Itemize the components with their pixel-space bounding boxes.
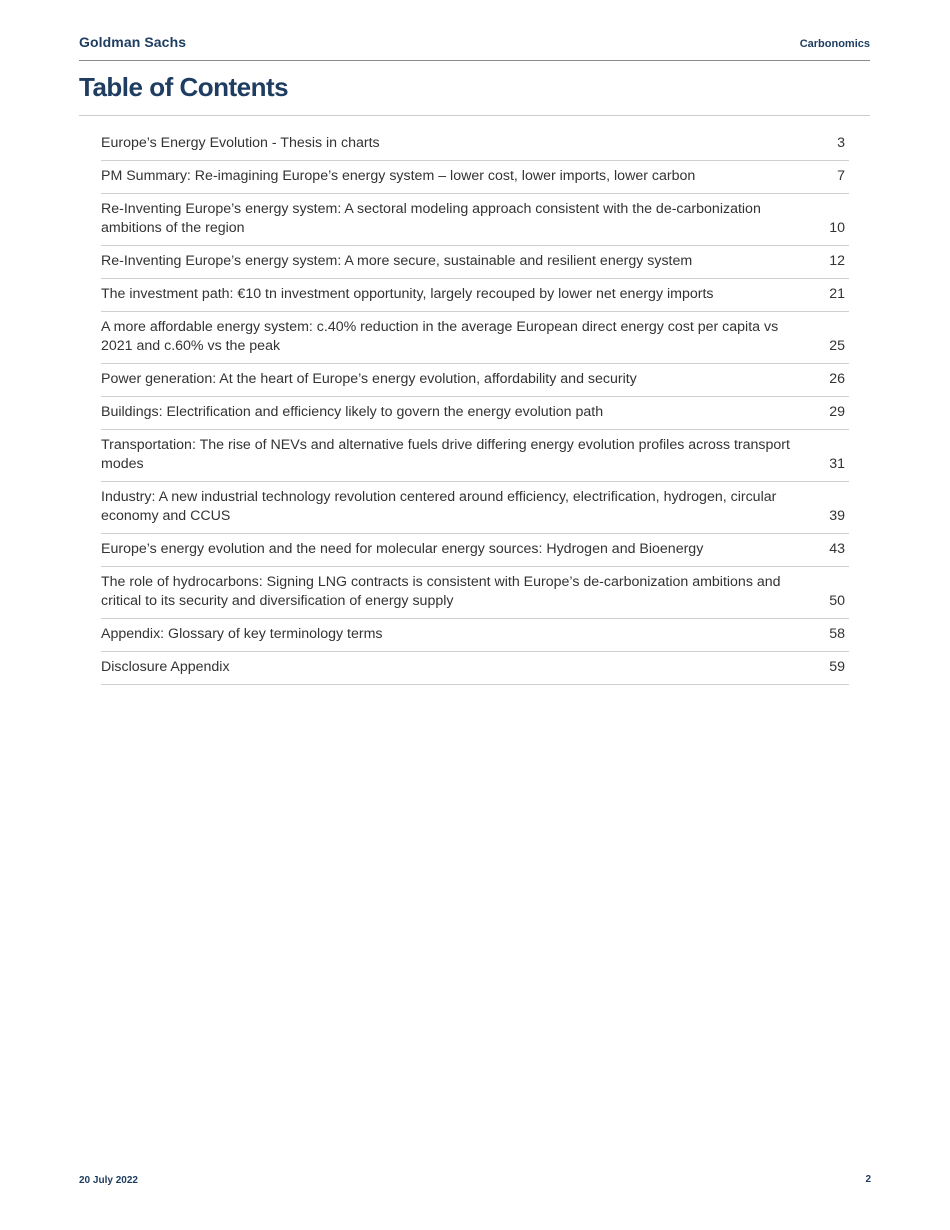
- table-of-contents: [101, 128, 849, 685]
- toc-entry[interactable]: [101, 364, 849, 397]
- toc-entry-page: 10: [829, 220, 845, 236]
- toc-entry-page: 12: [829, 253, 845, 269]
- toc-entry[interactable]: [101, 246, 849, 279]
- toc-entry[interactable]: [101, 279, 849, 312]
- toc-entry-title: Industry: A new industrial technology revolution centered around efficiency, electrification, hydrogen, circular economy and CCUS: [101, 489, 777, 524]
- toc-entry-page: 39: [829, 508, 845, 524]
- toc-entry-title: Appendix: Glossary of key terminology terms: [101, 626, 383, 642]
- toc-entry[interactable]: [101, 567, 849, 619]
- toc-entry-title: Re-Inventing Europe’s energy system: A sectoral modeling approach consistent with the de-carbonization ambitions of the region: [101, 201, 761, 236]
- toc-entry-title: A more affordable energy system: c.40% reduction in the average European direct energy cost per capita vs 2021 and c.60% vs the peak: [101, 319, 779, 354]
- toc-entry-title: PM Summary: Re-imagining Europe’s energy system – lower cost, lower imports, lower carbon: [101, 168, 696, 184]
- page-title: Table of Contents: [79, 72, 289, 102]
- toc-entry-page: 29: [829, 404, 845, 420]
- toc-entry-title: Transportation: The rise of NEVs and alternative fuels drive differing energy evolution profiles across transport modes: [101, 437, 790, 472]
- toc-entry-page: 31: [829, 456, 845, 472]
- toc-entry-page: 7: [837, 168, 845, 184]
- toc-entry[interactable]: [101, 652, 849, 685]
- toc-entry-title: Buildings: Electrification and efficiency likely to govern the energy evolution path: [101, 404, 604, 420]
- footer-page-number: 2: [865, 1174, 871, 1185]
- toc-entry[interactable]: [101, 128, 849, 161]
- toc-entry[interactable]: [101, 430, 849, 482]
- toc-entry-title: Disclosure Appendix: [101, 659, 230, 675]
- toc-entry-page: 25: [829, 338, 845, 354]
- toc-entry-title: Power generation: At the heart of Europe’s energy evolution, affordability and security: [101, 371, 637, 387]
- toc-entry-page: 50: [829, 593, 845, 609]
- toc-entry-page: 26: [829, 371, 845, 387]
- toc-entry-title: The role of hydrocarbons: Signing LNG contracts is consistent with Europe’s de-carbonization ambitions and critical to its security and diversification of energy supply: [101, 574, 781, 609]
- title-divider: [79, 115, 870, 116]
- brand-name: Goldman Sachs: [79, 34, 187, 50]
- toc-entry-title: Europe’s Energy Evolution - Thesis in charts: [101, 135, 380, 151]
- toc-entry[interactable]: [101, 194, 849, 246]
- toc-entry-page: 21: [829, 286, 845, 302]
- page-header: [79, 34, 870, 61]
- toc-entry-title: Re-Inventing Europe’s energy system: A more secure, sustainable and resilient energy system: [101, 253, 693, 269]
- footer-date: 20 July 2022: [79, 1175, 138, 1186]
- toc-entry[interactable]: [101, 397, 849, 430]
- toc-entry-page: 43: [829, 541, 845, 557]
- toc-entry[interactable]: [101, 482, 849, 534]
- toc-entry-title: The investment path: €10 tn investment opportunity, largely recouped by lower net energy imports: [101, 286, 714, 302]
- toc-entry-page: 59: [829, 659, 845, 675]
- toc-entry-page: 3: [837, 135, 845, 151]
- toc-entry[interactable]: [101, 312, 849, 364]
- toc-entry[interactable]: [101, 161, 849, 194]
- toc-entry[interactable]: [101, 534, 849, 567]
- toc-entry[interactable]: [101, 619, 849, 652]
- toc-entry-title: Europe’s energy evolution and the need for molecular energy sources: Hydrogen and Bioenergy: [101, 541, 704, 557]
- report-name: Carbonomics: [799, 38, 870, 50]
- toc-entry-page: 58: [829, 626, 845, 642]
